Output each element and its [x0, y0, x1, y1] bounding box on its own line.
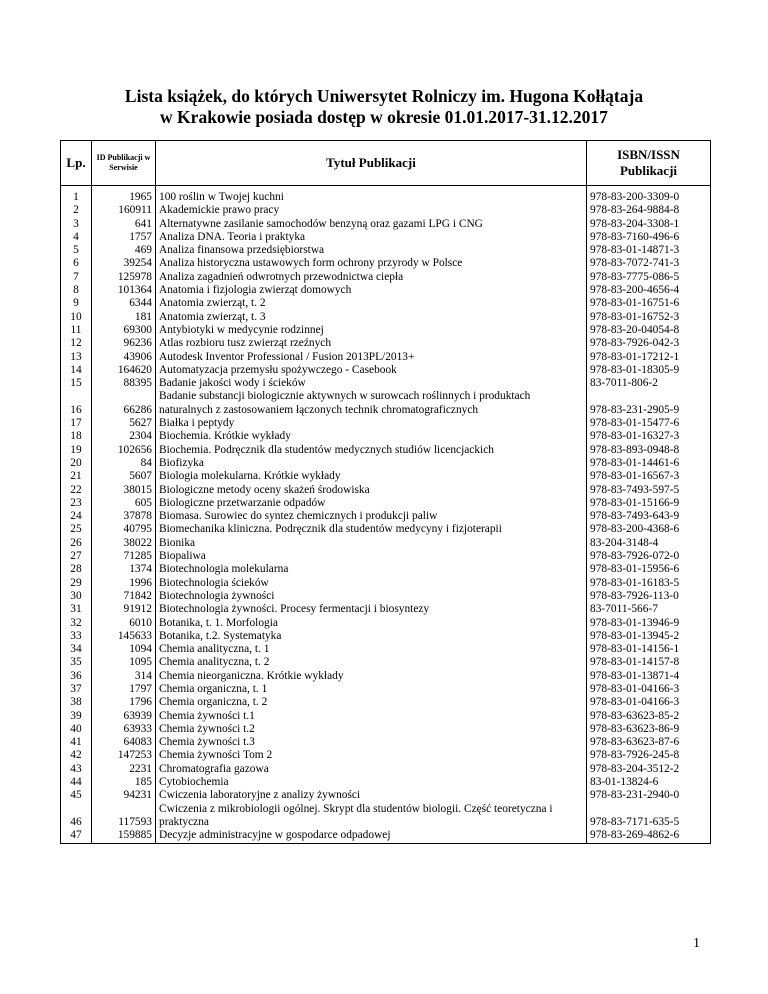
cell-isbn: 978-83-01-16752-3	[587, 311, 711, 324]
cell-isbn: 978-83-7493-643-9	[587, 510, 711, 523]
cell-lp: 9	[61, 297, 92, 310]
cell-id: 64083	[92, 736, 156, 749]
cell-isbn: 978-83-01-18305-9	[587, 364, 711, 377]
cell-title: Anatomia zwierząt, t. 2	[156, 297, 587, 310]
table-row	[61, 390, 711, 417]
cell-title: Botanika, t. 1. Morfologia	[156, 617, 587, 630]
cell-lp: 17	[61, 417, 92, 430]
cell-title: Biotechnologia molekularna	[156, 563, 587, 576]
cell-title: Akademickie prawo pracy	[156, 204, 587, 217]
table-row	[61, 749, 711, 762]
cell-lp: 11	[61, 324, 92, 337]
cell-id: 38022	[92, 537, 156, 550]
cell-id: 5627	[92, 417, 156, 430]
header-lp: Lp.	[61, 141, 92, 186]
cell-title: Biochemia. Krótkie wykłady	[156, 430, 587, 443]
cell-lp: 41	[61, 736, 92, 749]
cell-title: Decyzje administracyjne w gospodarce odpadowej	[156, 829, 587, 843]
cell-lp: 46	[61, 803, 92, 830]
cell-title: Ćwiczenia laboratoryjne z analizy żywności	[156, 789, 587, 802]
cell-id: 605	[92, 497, 156, 510]
cell-lp: 42	[61, 749, 92, 762]
cell-lp: 36	[61, 670, 92, 683]
cell-title: Biofizyka	[156, 457, 587, 470]
header-id: ID Publikacji w Serwisie	[92, 141, 156, 186]
cell-id: 71842	[92, 590, 156, 603]
cell-lp: 25	[61, 523, 92, 536]
cell-isbn: 978-83-01-13871-4	[587, 670, 711, 683]
table-row	[61, 377, 711, 390]
document-title	[0, 86, 768, 128]
cell-title: Anatomia i fizjologia zwierząt domowych	[156, 284, 587, 297]
cell-id: 164620	[92, 364, 156, 377]
cell-isbn: 978-83-7775-086-5	[587, 271, 711, 284]
cell-id: 2231	[92, 763, 156, 776]
table-row	[61, 457, 711, 470]
cell-isbn: 978-83-01-16751-6	[587, 297, 711, 310]
table-row	[61, 470, 711, 483]
cell-lp: 27	[61, 550, 92, 563]
cell-title: Biomechanika kliniczna. Podręcznik dla studentów medycyny i fizjoterapii	[156, 523, 587, 536]
cell-id: 6344	[92, 297, 156, 310]
cell-isbn: 83-7011-566-7	[587, 603, 711, 616]
cell-lp: 44	[61, 776, 92, 789]
cell-lp: 31	[61, 603, 92, 616]
cell-isbn: 978-83-7926-042-3	[587, 337, 711, 350]
table-row	[61, 231, 711, 244]
cell-lp: 2	[61, 204, 92, 217]
cell-isbn: 978-83-01-15477-6	[587, 417, 711, 430]
cell-isbn: 978-83-7072-741-3	[587, 257, 711, 270]
table-row	[61, 776, 711, 789]
cell-id: 91912	[92, 603, 156, 616]
cell-title: Anatomia zwierząt, t. 3	[156, 311, 587, 324]
cell-title: Chemia organiczna, t. 1	[156, 683, 587, 696]
cell-title: 100 roślin w Twojej kuchni	[156, 186, 587, 205]
cell-isbn: 978-83-01-16183-5	[587, 577, 711, 590]
cell-lp: 40	[61, 723, 92, 736]
cell-title: Biomasa. Surowiec do syntez chemicznych i produkcji paliw	[156, 510, 587, 523]
cell-isbn: 978-83-7160-496-6	[587, 231, 711, 244]
table-row	[61, 417, 711, 430]
cell-isbn: 978-83-01-16567-3	[587, 470, 711, 483]
table-row	[61, 683, 711, 696]
table-body	[61, 186, 711, 844]
cell-id: 1094	[92, 643, 156, 656]
cell-id: 117593	[92, 803, 156, 830]
cell-lp: 43	[61, 763, 92, 776]
cell-title: Białka i peptydy	[156, 417, 587, 430]
cell-isbn: 978-83-01-04166-3	[587, 683, 711, 696]
table-header-row	[61, 141, 711, 186]
table-row	[61, 710, 711, 723]
cell-title: Biotechnologia ścieków	[156, 577, 587, 590]
cell-lp: 35	[61, 656, 92, 669]
cell-id: 1797	[92, 683, 156, 696]
cell-isbn: 83-01-13824-6	[587, 776, 711, 789]
cell-lp: 6	[61, 257, 92, 270]
cell-lp: 3	[61, 218, 92, 231]
cell-title: Analiza zagadnień odwrotnych przewodnictwa ciepła	[156, 271, 587, 284]
cell-title: Botanika, t.2. Systematyka	[156, 630, 587, 643]
cell-id: 71285	[92, 550, 156, 563]
cell-id: 63939	[92, 710, 156, 723]
header-isbn: ISBN/ISSN Publikacji	[587, 141, 711, 186]
cell-lp: 18	[61, 430, 92, 443]
table-row	[61, 696, 711, 709]
cell-isbn: 978-83-63623-87-6	[587, 736, 711, 749]
cell-isbn: 978-83-01-13945-2	[587, 630, 711, 643]
cell-title: Badanie substancji biologicznie aktywnych w surowcach roślinnych i produktach naturalnych z zastosowaniem łączonych technik chromatograficznych	[156, 390, 587, 417]
cell-isbn: 978-83-200-4656-4	[587, 284, 711, 297]
cell-id: 37878	[92, 510, 156, 523]
cell-title: Biopaliwa	[156, 550, 587, 563]
title-line-2: w Krakowie posiada dostęp w okresie 01.01.2017-31.12.2017	[160, 107, 608, 127]
cell-isbn: 978-83-893-0948-8	[587, 444, 711, 457]
table-row	[61, 723, 711, 736]
cell-isbn: 978-83-63623-86-9	[587, 723, 711, 736]
cell-id: 66286	[92, 390, 156, 417]
cell-isbn: 83-204-3148-4	[587, 537, 711, 550]
cell-isbn: 978-83-231-2905-9	[587, 390, 711, 417]
cell-lp: 8	[61, 284, 92, 297]
cell-id: 88395	[92, 377, 156, 390]
table-row	[61, 643, 711, 656]
table-row	[61, 630, 711, 643]
cell-title: Analiza DNA. Teoria i praktyka	[156, 231, 587, 244]
cell-isbn: 978-83-204-3512-2	[587, 763, 711, 776]
cell-title: Chemia żywności t.1	[156, 710, 587, 723]
table-row	[61, 364, 711, 377]
cell-id: 145633	[92, 630, 156, 643]
cell-lp: 34	[61, 643, 92, 656]
cell-title: Chemia nieorganiczna. Krótkie wykłady	[156, 670, 587, 683]
cell-lp: 22	[61, 484, 92, 497]
cell-title: Biologiczne przetwarzanie odpadów	[156, 497, 587, 510]
cell-title: Chemia żywności Tom 2	[156, 749, 587, 762]
cell-title: Biologia molekularna. Krótkie wykłady	[156, 470, 587, 483]
cell-id: 5607	[92, 470, 156, 483]
cell-lp: 30	[61, 590, 92, 603]
cell-lp: 15	[61, 377, 92, 390]
cell-title: Biotechnologia żywności	[156, 590, 587, 603]
cell-lp: 20	[61, 457, 92, 470]
cell-title: Biologiczne metody oceny skażeń środowiska	[156, 484, 587, 497]
table-row	[61, 789, 711, 802]
cell-id: 63933	[92, 723, 156, 736]
cell-lp: 39	[61, 710, 92, 723]
cell-id: 125978	[92, 271, 156, 284]
table-row	[61, 736, 711, 749]
cell-isbn: 83-7011-806-2	[587, 377, 711, 390]
title-line-1: Lista książek, do których Uniwersytet Rolniczy im. Hugona Kołłątaja	[124, 86, 644, 106]
cell-isbn: 978-83-01-17212-1	[587, 351, 711, 364]
cell-lp: 12	[61, 337, 92, 350]
cell-id: 1796	[92, 696, 156, 709]
table-row	[61, 563, 711, 576]
cell-isbn: 978-83-01-14871-3	[587, 244, 711, 257]
cell-id: 38015	[92, 484, 156, 497]
cell-title: Bionika	[156, 537, 587, 550]
cell-lp: 4	[61, 231, 92, 244]
cell-lp: 23	[61, 497, 92, 510]
cell-lp: 14	[61, 364, 92, 377]
cell-lp: 21	[61, 470, 92, 483]
cell-lp: 5	[61, 244, 92, 257]
cell-id: 1965	[92, 186, 156, 205]
cell-id: 159885	[92, 829, 156, 843]
cell-isbn: 978-83-63623-85-2	[587, 710, 711, 723]
cell-id: 69300	[92, 324, 156, 337]
cell-title: Cytobiochemia	[156, 776, 587, 789]
cell-title: Chemia analityczna, t. 1	[156, 643, 587, 656]
cell-id: 39254	[92, 257, 156, 270]
cell-lp: 10	[61, 311, 92, 324]
table-row	[61, 670, 711, 683]
cell-lp: 28	[61, 563, 92, 576]
table-row	[61, 444, 711, 457]
cell-isbn: 978-83-200-4368-6	[587, 523, 711, 536]
books-table	[60, 140, 711, 844]
table-row	[61, 297, 711, 310]
cell-lp: 19	[61, 444, 92, 457]
cell-id: 2304	[92, 430, 156, 443]
cell-id: 160911	[92, 204, 156, 217]
table-row	[61, 186, 711, 205]
table-row	[61, 656, 711, 669]
table-row	[61, 351, 711, 364]
table-row	[61, 311, 711, 324]
cell-id: 1757	[92, 231, 156, 244]
table-row	[61, 204, 711, 217]
cell-title: Automatyzacja przemysłu spożywczego - Casebook	[156, 364, 587, 377]
cell-lp: 38	[61, 696, 92, 709]
cell-id: 641	[92, 218, 156, 231]
cell-lp: 16	[61, 390, 92, 417]
cell-title: Alternatywne zasilanie samochodów benzyną oraz gazami LPG i CNG	[156, 218, 587, 231]
cell-lp: 7	[61, 271, 92, 284]
cell-title: Chromatografia gazowa	[156, 763, 587, 776]
cell-title: Analiza historyczna ustawowych form ochrony przyrody w Polsce	[156, 257, 587, 270]
table-row	[61, 244, 711, 257]
cell-title: Chemia żywności t.2	[156, 723, 587, 736]
table-row	[61, 829, 711, 843]
table-row	[61, 510, 711, 523]
cell-lp: 1	[61, 186, 92, 205]
cell-isbn: 978-83-20-04054-8	[587, 324, 711, 337]
cell-isbn: 978-83-01-04166-3	[587, 696, 711, 709]
cell-lp: 13	[61, 351, 92, 364]
cell-lp: 24	[61, 510, 92, 523]
cell-id: 1374	[92, 563, 156, 576]
table-row	[61, 497, 711, 510]
table-row	[61, 257, 711, 270]
cell-id: 6010	[92, 617, 156, 630]
table-row	[61, 523, 711, 536]
cell-id: 147253	[92, 749, 156, 762]
cell-id: 469	[92, 244, 156, 257]
table-row	[61, 577, 711, 590]
cell-isbn: 978-83-7926-245-8	[587, 749, 711, 762]
cell-id: 1996	[92, 577, 156, 590]
cell-title: Antybiotyki w medycynie rodzinnej	[156, 324, 587, 337]
cell-isbn: 978-83-264-9884-8	[587, 204, 711, 217]
cell-title: Autodesk Inventor Professional / Fusion 2013PL/2013+	[156, 351, 587, 364]
cell-title: Chemia organiczna, t. 2	[156, 696, 587, 709]
table-row	[61, 284, 711, 297]
cell-isbn: 978-83-7926-113-0	[587, 590, 711, 603]
cell-id: 43906	[92, 351, 156, 364]
cell-title: Atlas rozbioru tusz zwierząt rzeźnych	[156, 337, 587, 350]
cell-title: Ćwiczenia z mikrobiologii ogólnej. Skrypt dla studentów biologii. Część teoretyczna i praktyczna	[156, 803, 587, 830]
header-title: Tytuł Publikacji	[156, 141, 587, 186]
cell-id: 181	[92, 311, 156, 324]
table-row	[61, 324, 711, 337]
table-row	[61, 550, 711, 563]
cell-isbn: 978-83-01-16327-3	[587, 430, 711, 443]
table-row	[61, 337, 711, 350]
cell-isbn: 978-83-01-14461-6	[587, 457, 711, 470]
cell-isbn: 978-83-01-15956-6	[587, 563, 711, 576]
cell-id: 102656	[92, 444, 156, 457]
cell-isbn: 978-83-231-2940-0	[587, 789, 711, 802]
cell-id: 84	[92, 457, 156, 470]
cell-lp: 33	[61, 630, 92, 643]
cell-id: 314	[92, 670, 156, 683]
cell-isbn: 978-83-269-4862-6	[587, 829, 711, 843]
cell-title: Biochemia. Podręcznik dla studentów medycznych studiów licencjackich	[156, 444, 587, 457]
cell-isbn: 978-83-01-14156-1	[587, 643, 711, 656]
cell-isbn: 978-83-204-3308-1	[587, 218, 711, 231]
table-row	[61, 603, 711, 616]
cell-title: Chemia analityczna, t. 2	[156, 656, 587, 669]
cell-id: 101364	[92, 284, 156, 297]
cell-lp: 29	[61, 577, 92, 590]
cell-isbn: 978-83-7171-635-5	[587, 803, 711, 830]
cell-lp: 26	[61, 537, 92, 550]
cell-id: 185	[92, 776, 156, 789]
cell-id: 40795	[92, 523, 156, 536]
cell-isbn: 978-83-01-13946-9	[587, 617, 711, 630]
cell-lp: 32	[61, 617, 92, 630]
cell-isbn: 978-83-01-15166-9	[587, 497, 711, 510]
cell-title: Badanie jakości wody i ścieków	[156, 377, 587, 390]
cell-id: 1095	[92, 656, 156, 669]
table-row	[61, 617, 711, 630]
table-row	[61, 537, 711, 550]
cell-isbn: 978-83-200-3309-0	[587, 186, 711, 205]
table-row	[61, 430, 711, 443]
cell-lp: 45	[61, 789, 92, 802]
cell-isbn: 978-83-7926-072-0	[587, 550, 711, 563]
cell-lp: 47	[61, 829, 92, 843]
cell-title: Chemia żywności t.3	[156, 736, 587, 749]
cell-isbn: 978-83-7493-597-5	[587, 484, 711, 497]
cell-isbn: 978-83-01-14157-8	[587, 656, 711, 669]
table-row	[61, 484, 711, 497]
cell-title: Biotechnologia żywności. Procesy fermentacji i biosyntezy	[156, 603, 587, 616]
page-number: 1	[693, 936, 700, 951]
table-row	[61, 803, 711, 830]
table-row	[61, 218, 711, 231]
table-row	[61, 590, 711, 603]
cell-title: Analiza finansowa przedsiębiorstwa	[156, 244, 587, 257]
cell-id: 94231	[92, 789, 156, 802]
table-row	[61, 271, 711, 284]
table-row	[61, 763, 711, 776]
cell-id: 96236	[92, 337, 156, 350]
cell-lp: 37	[61, 683, 92, 696]
